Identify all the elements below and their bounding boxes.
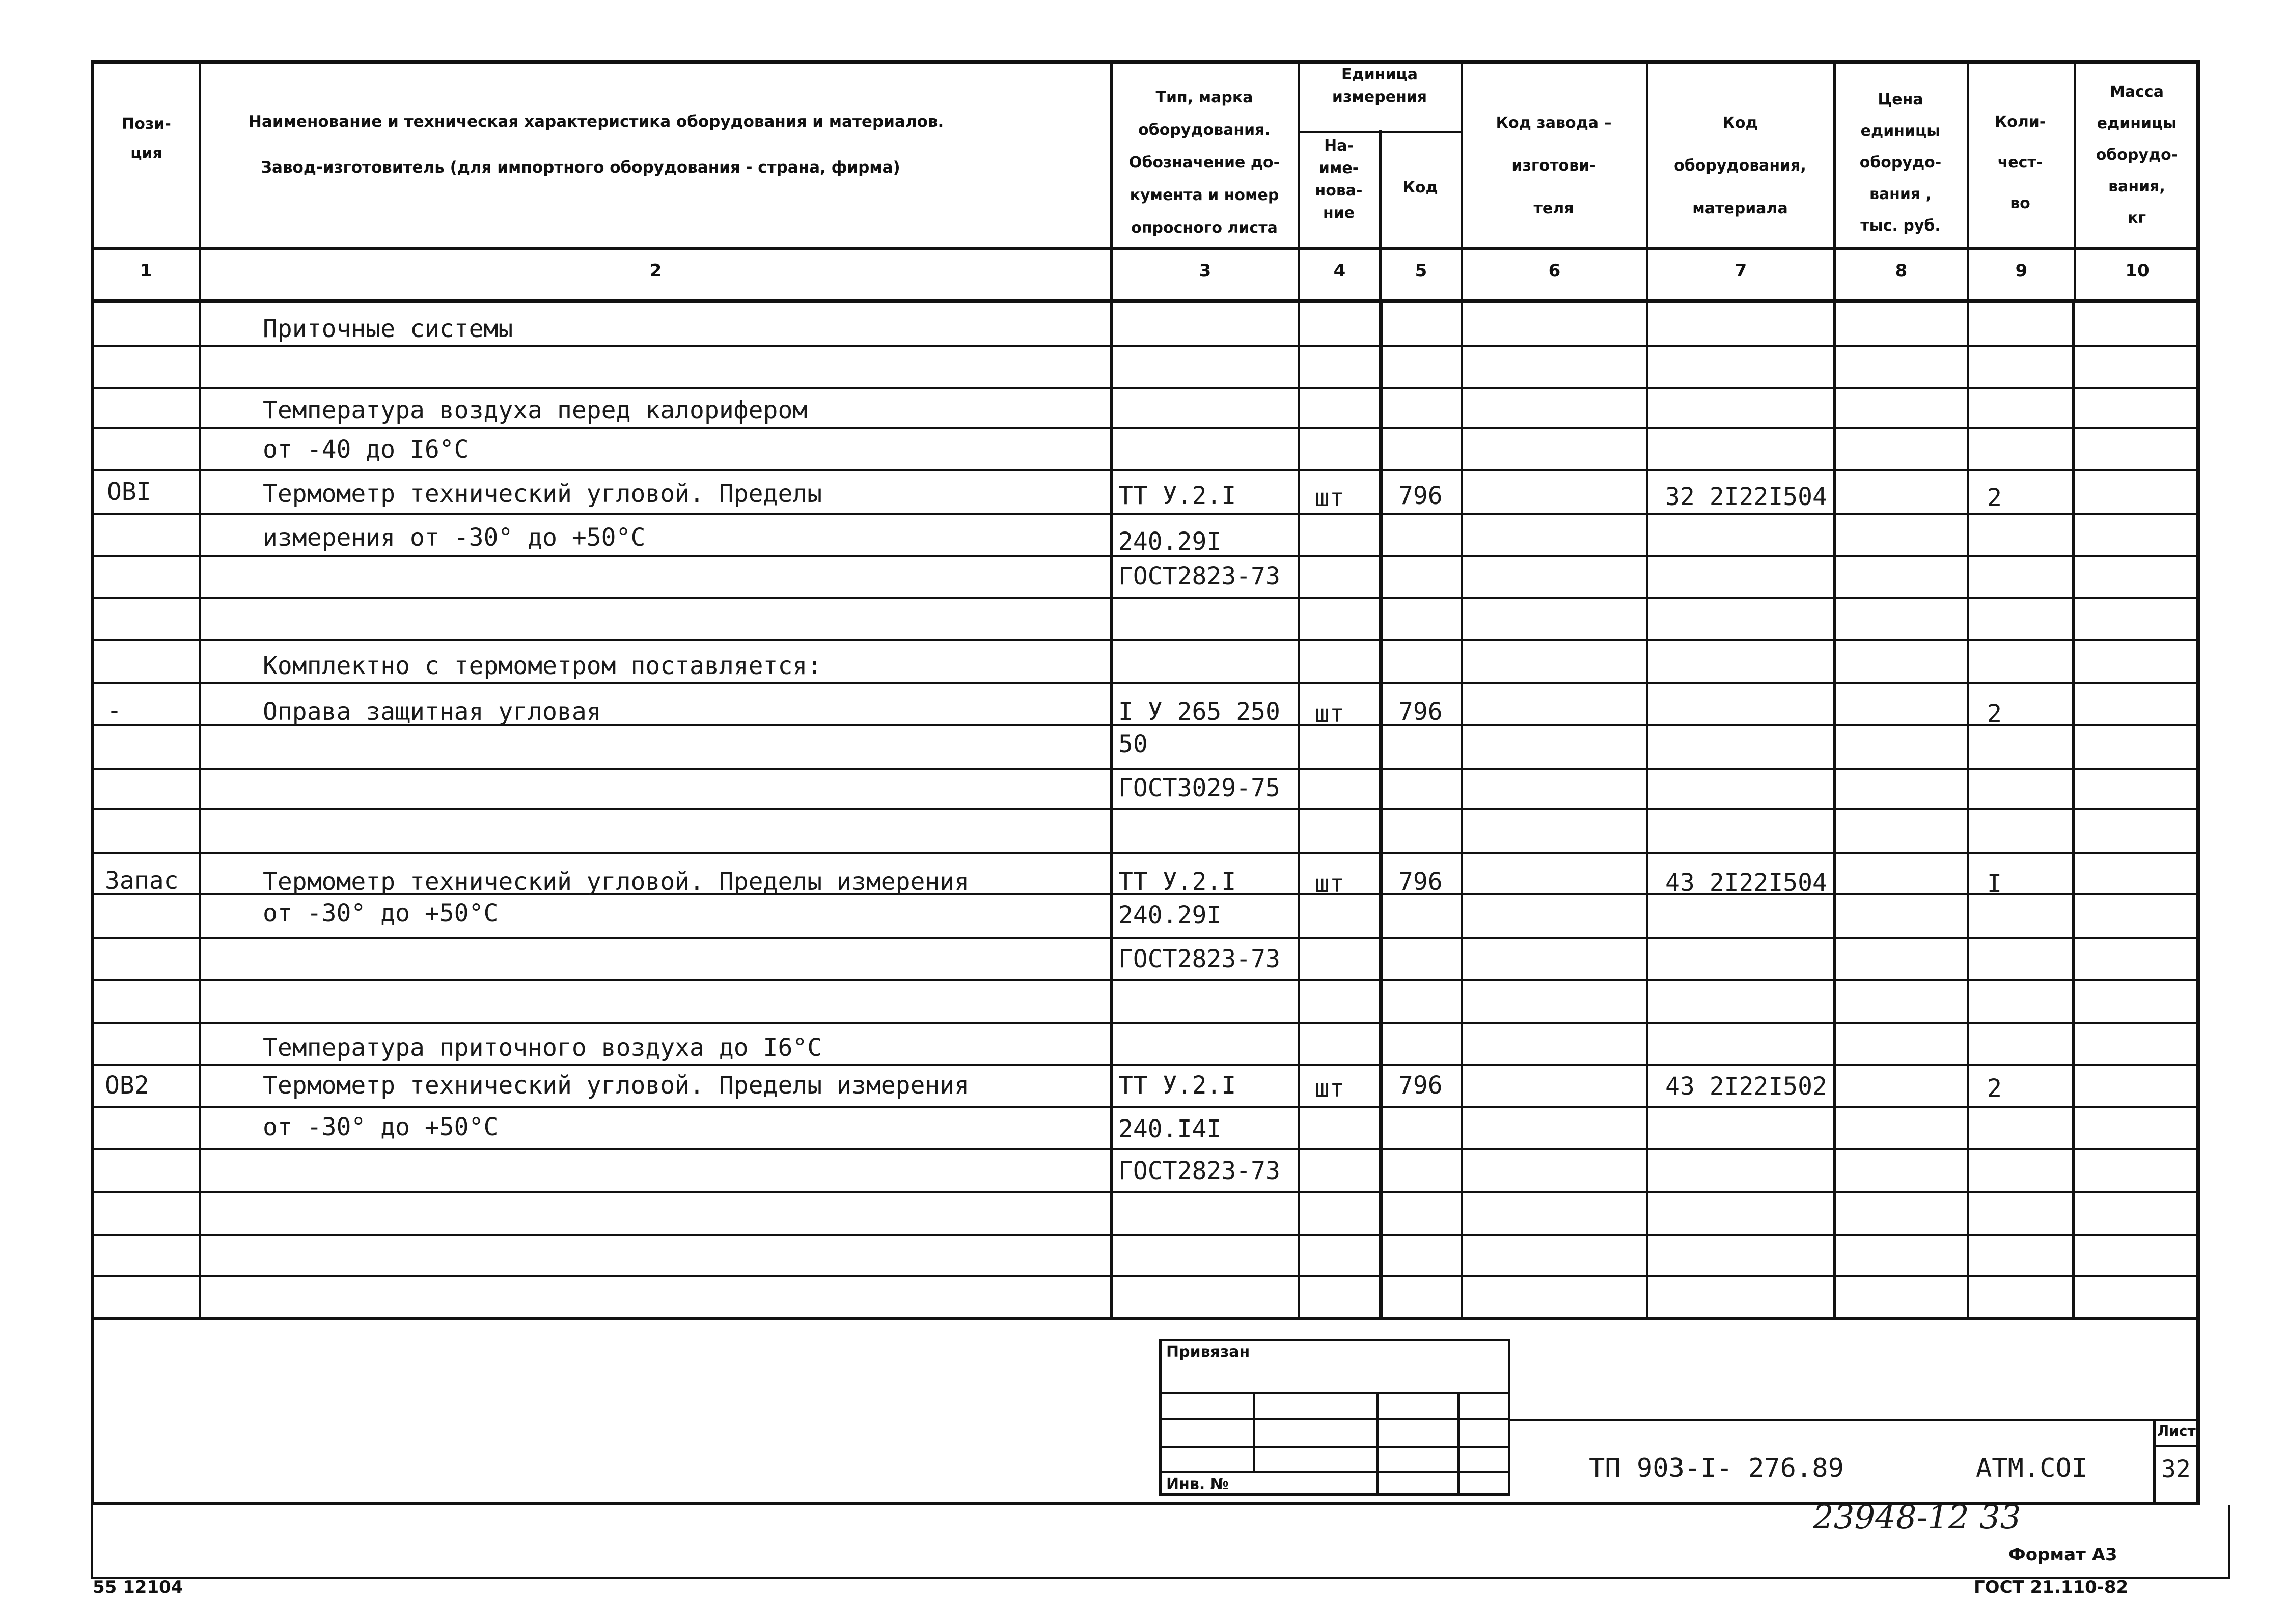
column-number: 4: [1333, 261, 1346, 281]
header-name-line2: Завод-изготовитель (для импортного оборудования - страна, фирма): [261, 158, 900, 177]
column-number: 6: [1548, 261, 1561, 281]
header-unit-group: Единица измерения: [1332, 66, 1427, 106]
header-position: Пози- ция: [122, 115, 171, 162]
row-name: Приточные системы: [263, 315, 513, 343]
bottom-margin: [91, 1505, 2230, 1579]
row-position: OBI: [107, 478, 151, 506]
row-line: [91, 1234, 2200, 1236]
row-name: Термометр технический угловой. Пределы измерения: [263, 1071, 970, 1100]
row-unit-code: 796: [1398, 1071, 1443, 1100]
row-unit-code: 796: [1398, 867, 1443, 896]
row-unit: шт: [1315, 1074, 1344, 1103]
row-name: от -40 до I6°C: [263, 435, 469, 464]
column-number: 1: [140, 261, 152, 281]
sheet-number: 32: [2161, 1455, 2191, 1483]
row-name: Термометр технический угловой. Пределы: [263, 480, 822, 508]
row-position: OB2: [105, 1071, 149, 1100]
row-line: [91, 682, 2200, 684]
row-name: от -30° до +50°C: [263, 899, 499, 928]
gost-label: ГОСТ 21.110-82: [1974, 1577, 2129, 1598]
row-unit-code: 796: [1398, 482, 1443, 510]
row-type: ТТ У.2.I: [1118, 1071, 1236, 1100]
header-mass: Масса единицы оборудо- вания, кг: [2096, 83, 2178, 227]
row-line: [91, 1148, 2200, 1150]
column-number: 2: [649, 261, 662, 281]
doc-number: ТП 903-I- 276.89: [1589, 1453, 1844, 1483]
row-line: [91, 597, 2200, 599]
row-name: Оправа защитная угловая: [263, 697, 601, 726]
row-unit-code: 796: [1398, 697, 1443, 726]
row-quantity: 2: [1987, 1074, 2002, 1103]
row-position: -: [107, 696, 122, 725]
row-type: ГОСТ2823-73: [1118, 1157, 1280, 1185]
row-equipment-code: 32 2I22I504: [1665, 483, 1827, 511]
stamp-privyazan: Привязан: [1166, 1343, 1250, 1361]
row-name: Комплектно с термометром поставляется:: [263, 652, 822, 680]
stamp-line: [1510, 1419, 2200, 1421]
row-line: [91, 1317, 2200, 1320]
row-line: [91, 469, 2200, 471]
format-label: Формат А3: [2008, 1545, 2117, 1565]
row-line: [91, 639, 2200, 641]
row-name: от -30° до +50°C: [263, 1113, 499, 1141]
row-type: 240.29I: [1118, 901, 1222, 930]
column-number: 7: [1734, 261, 1747, 281]
header-name-line1: Наименование и техническая характеристика оборудования и материалов.: [249, 113, 944, 131]
handwritten-number: 23948-12 33: [1813, 1499, 2021, 1536]
header-unit-code: Код: [1402, 179, 1438, 197]
stamp-line: [2153, 1445, 2200, 1447]
row-name: Температура воздуха перед калорифером: [263, 396, 808, 425]
header-line: [91, 299, 2200, 303]
row-line: [91, 852, 2200, 854]
stamp-inv-no: Инв. №: [1166, 1475, 1229, 1493]
row-name: Температура приточного воздуха до I6°C: [263, 1033, 822, 1062]
row-type: ТТ У.2.I: [1118, 482, 1236, 510]
header-equipment-code: Код оборудования, материала: [1674, 114, 1806, 217]
row-equipment-code: 43 2I22I502: [1665, 1072, 1827, 1101]
row-line: [91, 808, 2200, 810]
row-quantity: 2: [1987, 699, 2002, 728]
header-price: Цена единицы оборудо- вания , тыс. руб.: [1859, 91, 1942, 235]
row-position: Запас: [105, 866, 179, 895]
stamp-line: [1376, 1392, 1379, 1496]
row-line: [91, 1064, 2200, 1066]
stamp-line: [1253, 1392, 1255, 1471]
row-unit: шт: [1315, 699, 1344, 728]
header-unit-name: На- име- нова- ние: [1315, 137, 1363, 222]
row-line: [91, 1106, 2200, 1108]
row-type: 240.29I: [1118, 527, 1222, 556]
header-quantity: Коли- чест- во: [1994, 113, 2046, 212]
header-type: Тип, марка оборудования. Обозначение до- кумента и номер опросного листа: [1128, 89, 1280, 237]
row-name: Термометр технический угловой. Пределы измерения: [263, 867, 970, 896]
row-line: [91, 427, 2200, 429]
row-type: 240.I4I: [1118, 1115, 1222, 1143]
row-type: I У 265 250: [1118, 697, 1280, 726]
row-line: [91, 345, 2200, 347]
row-line: [91, 1275, 2200, 1277]
row-name: измерения от -30° до +50°C: [263, 523, 646, 552]
column-number: 3: [1199, 261, 1211, 281]
row-line: [91, 937, 2200, 939]
row-line: [91, 1022, 2200, 1024]
row-type: ГОСТ3029-75: [1118, 774, 1280, 802]
row-line: [91, 513, 2200, 515]
row-type: 50: [1118, 730, 1148, 759]
bottom-left-code: 55 12104: [93, 1577, 183, 1598]
column-number: 10: [2125, 261, 2150, 281]
row-unit: шт: [1315, 870, 1344, 898]
row-line: [91, 768, 2200, 770]
row-line: [91, 1191, 2200, 1193]
row-type: ТТ У.2.I: [1118, 867, 1236, 896]
stamp-line: [1457, 1392, 1460, 1496]
row-type: ГОСТ2823-73: [1118, 562, 1280, 591]
column-number: 5: [1415, 261, 1427, 281]
header-line: [91, 247, 2200, 250]
row-type: ГОСТ2823-73: [1118, 945, 1280, 973]
column-number: 8: [1895, 261, 1908, 281]
column-number: 9: [2015, 261, 2028, 281]
row-equipment-code: 43 2I22I504: [1665, 869, 1827, 897]
row-quantity: 2: [1987, 484, 2002, 512]
sheet-label: Лист: [2157, 1422, 2196, 1439]
row-line: [91, 387, 2200, 389]
header-subline: [1298, 131, 1461, 133]
row-quantity: I: [1987, 870, 2002, 898]
doc-code: АТМ.COI: [1976, 1453, 2088, 1483]
row-unit: шт: [1315, 484, 1344, 512]
row-line: [91, 979, 2200, 981]
header-factory-code: Код завода – изготови- теля: [1496, 114, 1612, 217]
